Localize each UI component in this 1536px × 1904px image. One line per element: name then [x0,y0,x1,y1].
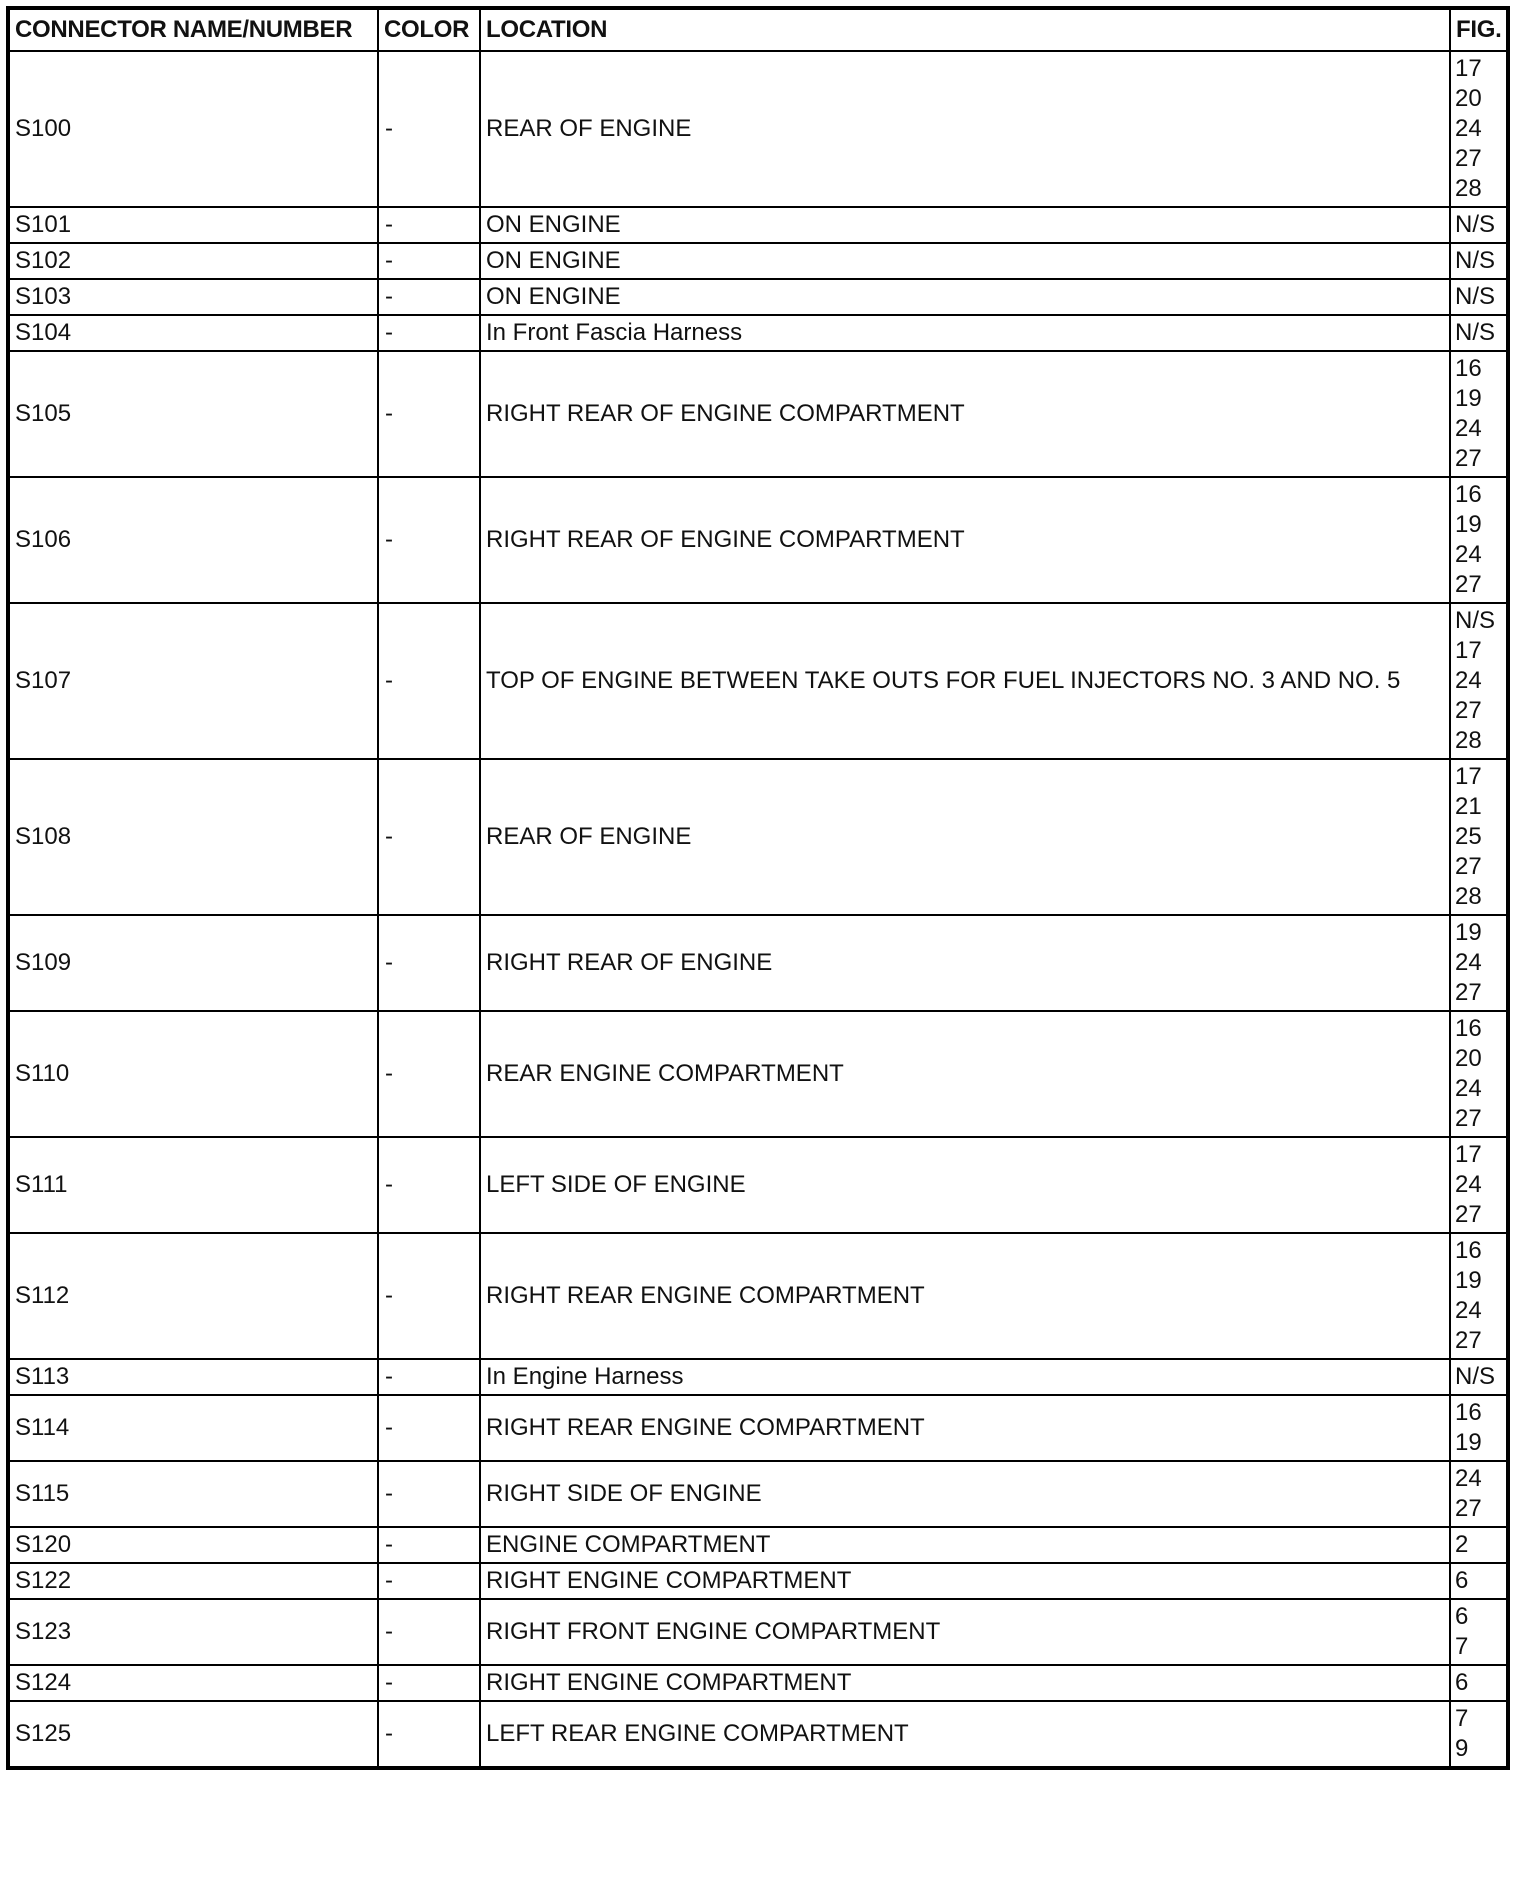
connector-fig-cell [1450,477,1508,603]
fig-reference: 24 [1455,1171,1482,1198]
fig-reference: 27 [1455,697,1482,724]
fig-reference: 17 [1455,1141,1482,1168]
connector-location-cell: RIGHT REAR ENGINE COMPARTMENT [480,1395,1450,1461]
connector-location-cell: RIGHT FRONT ENGINE COMPARTMENT [480,1599,1450,1665]
fig-reference: 6 [1455,1567,1469,1594]
connector-name-cell: S108 [8,759,378,915]
connector-color-cell: - [378,351,480,477]
fig-reference: 24 [1455,1297,1482,1324]
table-row [8,915,1508,1011]
table-row [8,1233,1508,1359]
fig-reference: N/S [1455,607,1496,634]
fig-reference: 19 [1455,1429,1482,1456]
table-row [8,243,1508,279]
fig-reference: 24 [1455,541,1482,568]
connector-name-cell: S115 [8,1461,378,1527]
table-row [8,1527,1508,1563]
fig-reference: 19 [1455,1267,1482,1294]
connector-name-cell: S123 [8,1599,378,1665]
table-row [8,759,1508,915]
connector-fig-cell [1450,1359,1508,1395]
table-row [8,1665,1508,1701]
connector-fig-cell [1450,351,1508,477]
table-header-row [8,8,1508,51]
fig-reference: 27 [1455,1327,1482,1354]
connector-location-cell: LEFT SIDE OF ENGINE [480,1137,1450,1233]
fig-reference: 25 [1455,823,1482,850]
connector-location-cell: RIGHT REAR OF ENGINE COMPARTMENT [480,351,1450,477]
connector-color-cell: - [378,915,480,1011]
fig-reference: 28 [1455,883,1482,910]
header-color: COLOR [378,8,480,51]
fig-reference: 17 [1455,763,1482,790]
connector-color-cell: - [378,1011,480,1137]
fig-reference: 6 [1455,1669,1469,1696]
connector-fig-cell [1450,1665,1508,1701]
connector-color-cell: - [378,603,480,759]
fig-reference: 24 [1455,415,1482,442]
fig-reference: 16 [1455,355,1482,382]
fig-reference: N/S [1455,211,1496,238]
fig-reference: 19 [1455,511,1482,538]
fig-reference: 17 [1455,55,1482,82]
connector-fig-cell [1450,1599,1508,1665]
table-row [8,207,1508,243]
connector-color-cell: - [378,315,480,351]
fig-reference: 27 [1455,145,1482,172]
fig-reference: 19 [1455,919,1482,946]
connector-location-cell: REAR OF ENGINE [480,759,1450,915]
table-row [8,1563,1508,1599]
fig-reference: 24 [1455,667,1482,694]
connector-color-cell: - [378,1701,480,1768]
connector-fig-cell [1450,243,1508,279]
connector-fig-cell [1450,1701,1508,1768]
fig-reference: 24 [1455,1075,1482,1102]
connector-color-cell: - [378,1137,480,1233]
connector-name-cell: S104 [8,315,378,351]
connector-location-cell: ON ENGINE [480,279,1450,315]
connector-name-cell: S112 [8,1233,378,1359]
connector-table-container [6,6,1506,1770]
header-connector-name: CONNECTOR NAME/NUMBER [8,8,378,51]
connector-color-cell: - [378,1233,480,1359]
fig-reference: N/S [1455,283,1496,310]
header-location: LOCATION [480,8,1450,51]
connector-fig-cell [1450,1527,1508,1563]
connector-color-cell: - [378,759,480,915]
fig-reference: 2 [1455,1531,1469,1558]
fig-reference: 27 [1455,445,1482,472]
fig-reference: 24 [1455,949,1482,976]
connector-fig-cell [1450,1461,1508,1527]
fig-reference: 27 [1455,1201,1482,1228]
table-row [8,51,1508,207]
connector-fig-cell [1450,1563,1508,1599]
fig-reference: 24 [1455,115,1482,142]
connector-fig-cell [1450,603,1508,759]
fig-reference: 7 [1455,1705,1469,1732]
connector-fig-cell [1450,1137,1508,1233]
connector-fig-cell [1450,1395,1508,1461]
connector-name-cell: S114 [8,1395,378,1461]
connector-color-cell: - [378,1665,480,1701]
table-body [8,51,1508,1768]
table-row [8,1461,1508,1527]
table-row [8,351,1508,477]
fig-reference: 16 [1455,1399,1482,1426]
fig-reference: 20 [1455,1045,1482,1072]
connector-color-cell: - [378,51,480,207]
connector-color-cell: - [378,243,480,279]
fig-reference: 28 [1455,727,1482,754]
fig-reference: N/S [1455,1363,1496,1390]
connector-location-cell: ON ENGINE [480,243,1450,279]
connector-location-cell: RIGHT ENGINE COMPARTMENT [480,1563,1450,1599]
connector-location-cell: RIGHT SIDE OF ENGINE [480,1461,1450,1527]
connector-name-cell: S124 [8,1665,378,1701]
connector-color-cell: - [378,477,480,603]
connector-color-cell: - [378,1527,480,1563]
connector-name-cell: S107 [8,603,378,759]
connector-name-cell: S102 [8,243,378,279]
connector-name-cell: S111 [8,1137,378,1233]
fig-reference: 28 [1455,175,1482,202]
connector-name-cell: S101 [8,207,378,243]
connector-fig-cell [1450,279,1508,315]
connector-fig-cell [1450,207,1508,243]
table-row [8,1359,1508,1395]
table-row [8,1137,1508,1233]
fig-reference: 9 [1455,1735,1469,1762]
fig-reference: 27 [1455,1495,1482,1522]
fig-reference: 16 [1455,1237,1482,1264]
connector-fig-cell [1450,915,1508,1011]
connector-location-cell: In Front Fascia Harness [480,315,1450,351]
connector-location-cell: RIGHT REAR ENGINE COMPARTMENT [480,1233,1450,1359]
fig-reference: 17 [1455,637,1482,664]
fig-reference: N/S [1455,247,1496,274]
table-row [8,1701,1508,1768]
table-row [8,315,1508,351]
connector-name-cell: S122 [8,1563,378,1599]
table-row [8,477,1508,603]
connector-name-cell: S109 [8,915,378,1011]
connector-fig-cell [1450,315,1508,351]
connector-color-cell: - [378,279,480,315]
connector-location-cell: In Engine Harness [480,1359,1450,1395]
connector-name-cell: S113 [8,1359,378,1395]
connector-color-cell: - [378,1359,480,1395]
connector-location-cell: TOP OF ENGINE BETWEEN TAKE OUTS FOR FUEL INJECTORS NO. 3 AND NO. 5 [480,603,1450,759]
fig-reference: 7 [1455,1633,1469,1660]
connector-name-cell: S100 [8,51,378,207]
connector-location-cell: LEFT REAR ENGINE COMPARTMENT [480,1701,1450,1768]
table-row [8,603,1508,759]
fig-reference: 27 [1455,853,1482,880]
fig-reference: 27 [1455,1105,1482,1132]
connector-fig-cell [1450,759,1508,915]
connector-location-cell: ENGINE COMPARTMENT [480,1527,1450,1563]
connector-color-cell: - [378,1563,480,1599]
connector-color-cell: - [378,1461,480,1527]
connector-location-cell: REAR OF ENGINE [480,51,1450,207]
fig-reference: 24 [1455,1465,1482,1492]
connector-fig-cell [1450,51,1508,207]
fig-reference: 16 [1455,481,1482,508]
table-row [8,1599,1508,1665]
connector-fig-cell [1450,1233,1508,1359]
header-fig: FIG. [1450,8,1508,51]
connector-location-cell: REAR ENGINE COMPARTMENT [480,1011,1450,1137]
connector-location-table [6,6,1510,1770]
connector-name-cell: S105 [8,351,378,477]
table-row [8,1011,1508,1137]
connector-color-cell: - [378,207,480,243]
fig-reference: 16 [1455,1015,1482,1042]
fig-reference: 21 [1455,793,1482,820]
connector-location-cell: RIGHT REAR OF ENGINE COMPARTMENT [480,477,1450,603]
connector-name-cell: S125 [8,1701,378,1768]
fig-reference: 19 [1455,385,1482,412]
fig-reference: N/S [1455,319,1496,346]
fig-reference: 20 [1455,85,1482,112]
connector-color-cell: - [378,1599,480,1665]
table-row [8,1395,1508,1461]
connector-name-cell: S110 [8,1011,378,1137]
connector-location-cell: RIGHT ENGINE COMPARTMENT [480,1665,1450,1701]
connector-location-cell: RIGHT REAR OF ENGINE [480,915,1450,1011]
fig-reference: 6 [1455,1603,1469,1630]
connector-fig-cell [1450,1011,1508,1137]
connector-name-cell: S106 [8,477,378,603]
connector-name-cell: S120 [8,1527,378,1563]
connector-color-cell: - [378,1395,480,1461]
fig-reference: 27 [1455,979,1482,1006]
connector-location-cell: ON ENGINE [480,207,1450,243]
table-row [8,279,1508,315]
fig-reference: 27 [1455,571,1482,598]
connector-name-cell: S103 [8,279,378,315]
